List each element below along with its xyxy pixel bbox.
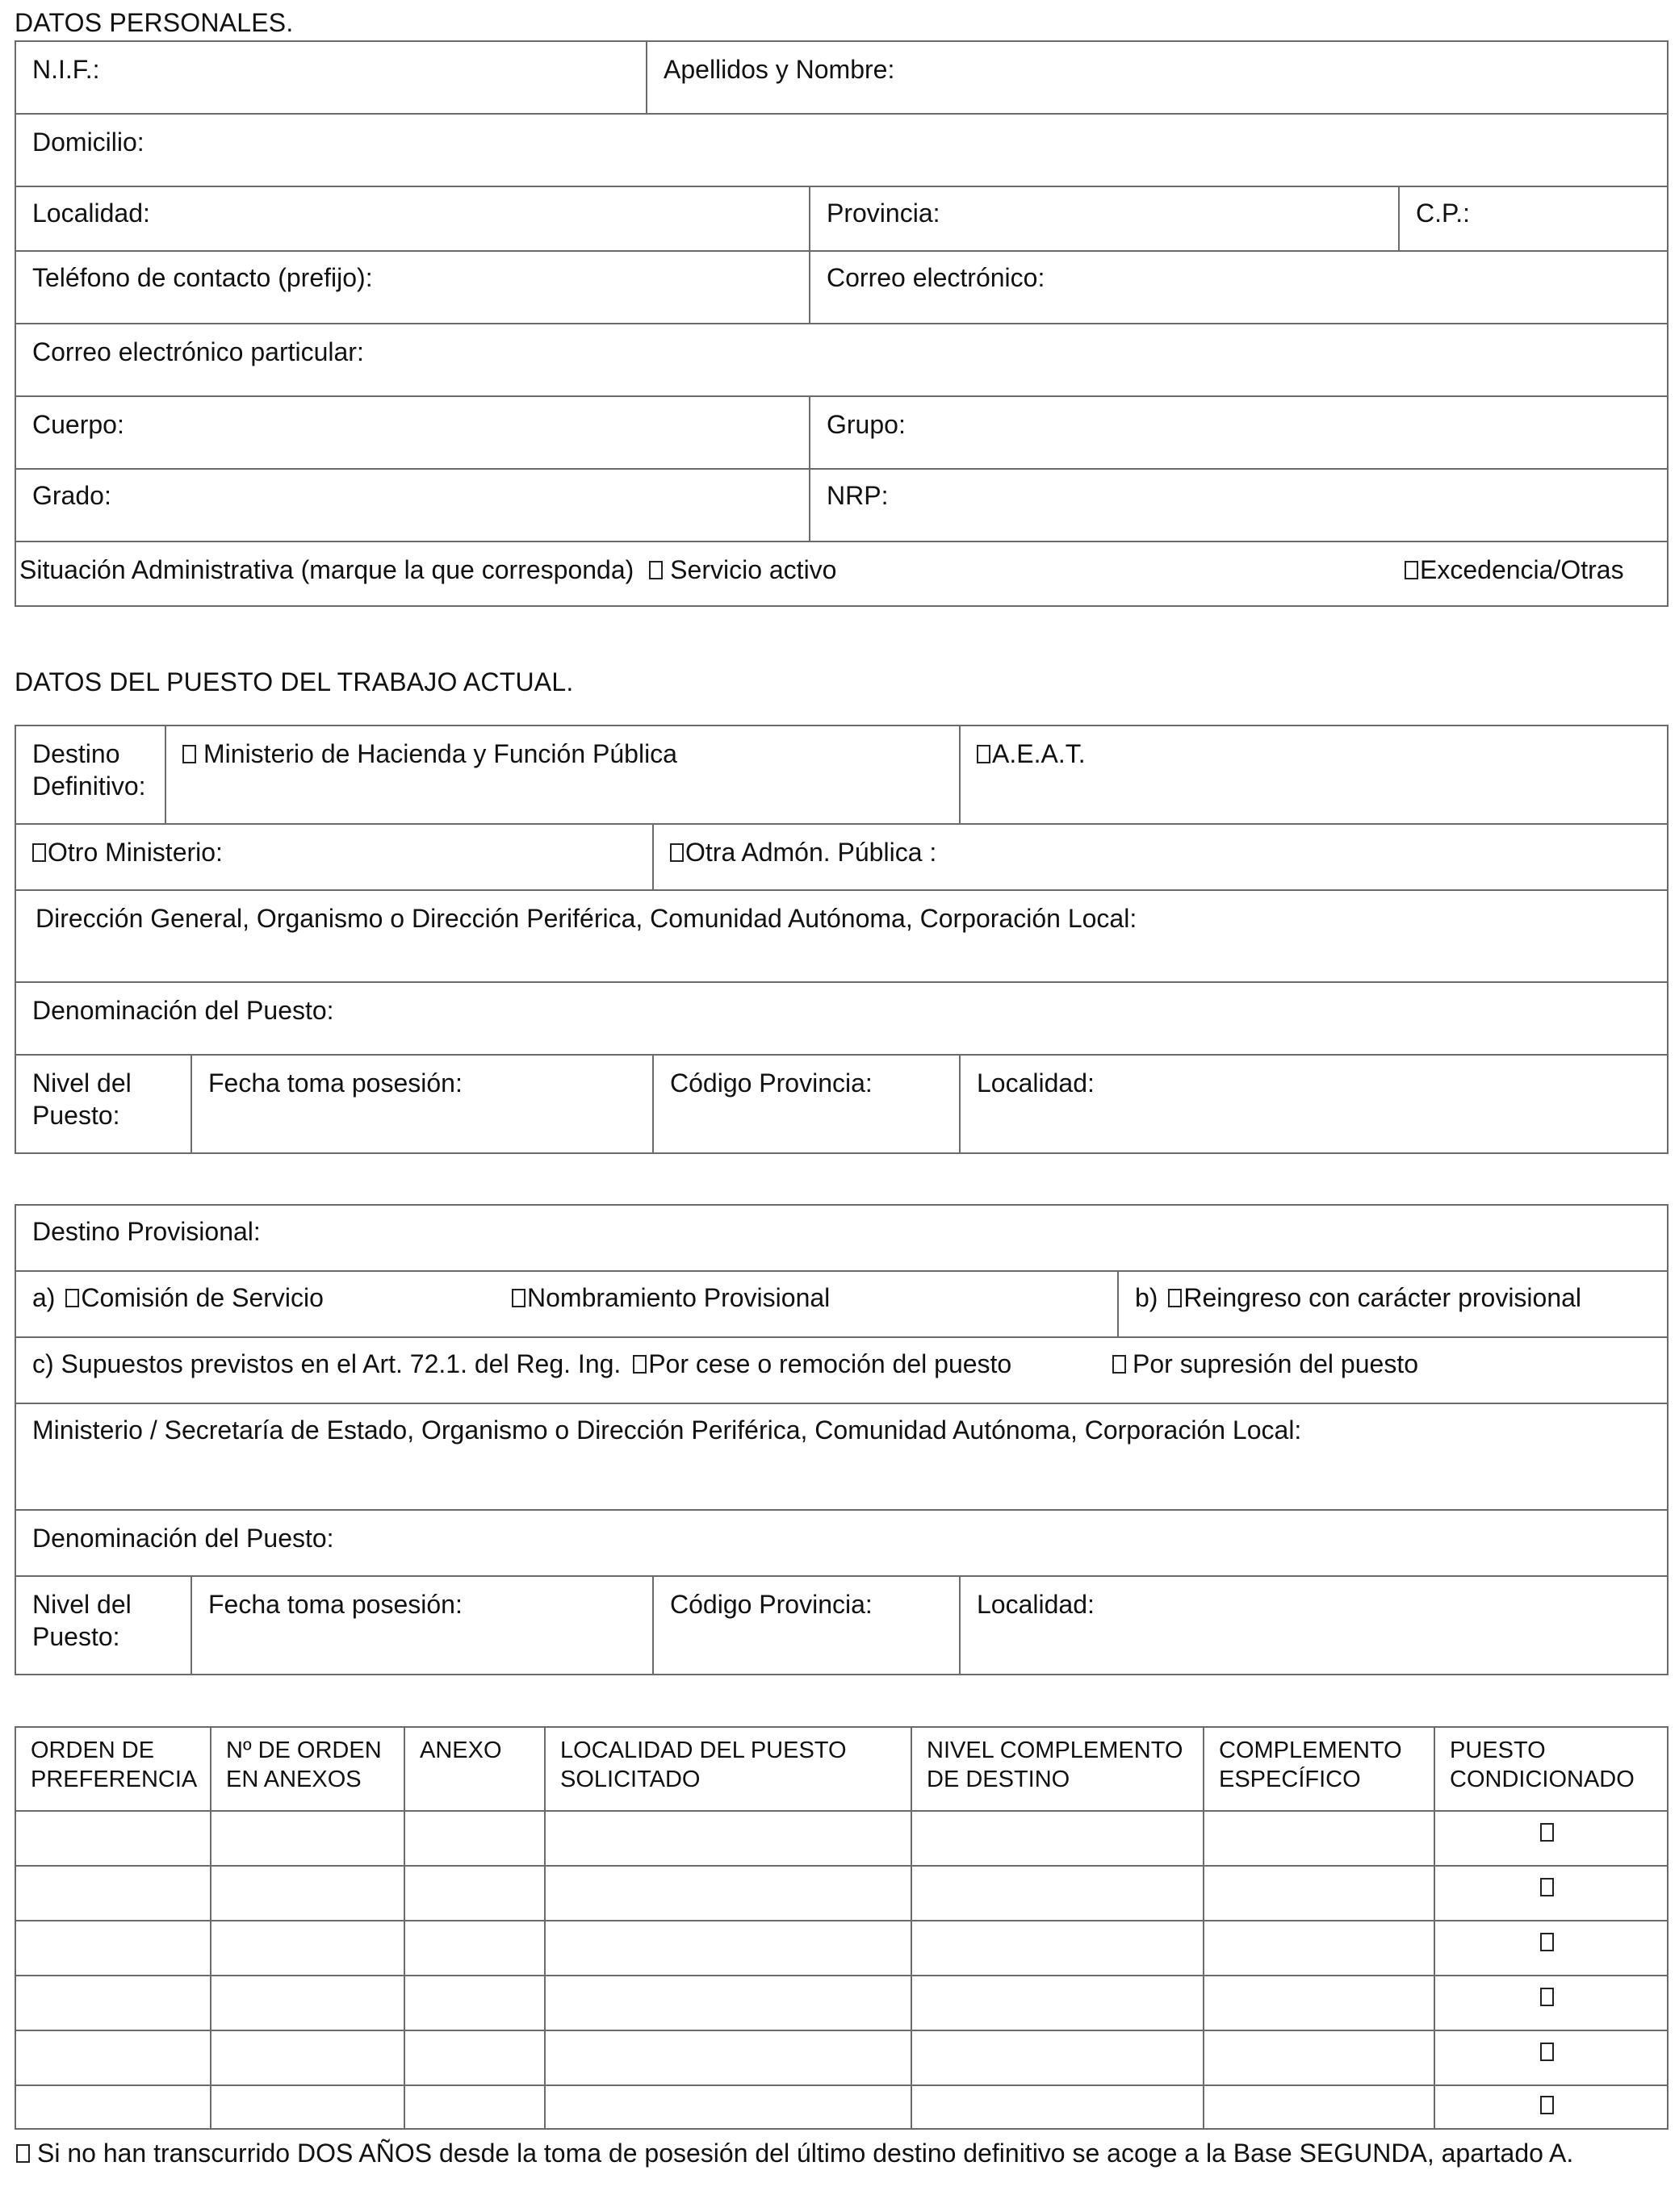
ministerio-hacienda-checkbox[interactable] — [182, 745, 196, 763]
header-orden-preferencia: ORDEN DE PREFERENCIA — [31, 1737, 198, 1792]
ministerio-hacienda-label: Ministerio de Hacienda y Función Pública — [203, 739, 677, 768]
header-anexo: ANEXO — [420, 1737, 502, 1763]
servicio-activo-label: Servicio activo — [670, 555, 837, 584]
otra-admon-option — [654, 825, 1667, 889]
datos-personales-title: DATOS PERSONALES. — [15, 8, 294, 37]
denominacion-puesto-field[interactable]: Denominación del Puesto: — [32, 996, 334, 1025]
table-row — [16, 1921, 1667, 1975]
puesto-condicionado-checkbox[interactable] — [1540, 1823, 1554, 1842]
nombramiento-provisional-label: Nombramiento Provisional — [527, 1283, 831, 1312]
otra-admon-checkbox[interactable] — [670, 843, 684, 862]
puesto-condicionado-checkbox[interactable] — [1540, 2043, 1554, 2061]
grado-field[interactable]: Grado: — [32, 481, 111, 510]
correo-particular-field[interactable]: Correo electrónico particular: — [32, 337, 364, 366]
localidad-field[interactable]: Localidad: — [32, 199, 150, 228]
base-segunda-option — [16, 2137, 1573, 2169]
header-localidad-puesto: LOCALIDAD DEL PUESTO SOLICITADO — [560, 1737, 847, 1792]
por-supresion-label: Por supresión del puesto — [1133, 1349, 1418, 1378]
por-supresion-option — [1096, 1338, 1667, 1403]
datos-personales-table — [15, 40, 1669, 607]
aeat-checkbox[interactable] — [977, 745, 990, 763]
puesto-condicionado-checkbox[interactable] — [1540, 1933, 1554, 1951]
excedencia-option — [1405, 542, 1667, 607]
reingreso-option — [1119, 1272, 1667, 1336]
nombramiento-provisional-checkbox[interactable] — [512, 1289, 525, 1307]
destino-provisional-title: Destino Provisional: — [32, 1217, 261, 1246]
nrp-field[interactable]: NRP: — [827, 481, 889, 510]
table-row — [16, 1976, 1667, 2030]
fecha-posesion-field[interactable]: Fecha toma posesión: — [208, 1068, 463, 1098]
otro-ministerio-option — [16, 825, 652, 889]
otro-ministerio-checkbox[interactable] — [32, 843, 46, 862]
supuestos-row — [16, 1338, 1082, 1403]
por-cese-checkbox[interactable] — [633, 1355, 647, 1374]
base-segunda-label: Si no han transcurrido DOS AÑOS desde la toma de posesión del último destino definitivo se acoge a la Base SEGUNDA, apartado A. — [37, 2139, 1574, 2168]
domicilio-field[interactable]: Domicilio: — [32, 128, 144, 157]
puesto-actual-title: DATOS DEL PUESTO DEL TRABAJO ACTUAL. — [15, 667, 574, 696]
situacion-label: Situación Administrativa (marque la que corresponda) — [19, 555, 634, 584]
reingreso-checkbox[interactable] — [1168, 1289, 1182, 1307]
localidad-provisional-field[interactable]: Localidad: — [977, 1590, 1095, 1619]
nivel-provisional-field[interactable]: Nivel del Puesto: — [32, 1590, 132, 1651]
codigo-provincia-provisional-field[interactable]: Código Provincia: — [670, 1590, 873, 1619]
puesto-condicionado-checkbox[interactable] — [1540, 2096, 1554, 2114]
b-prefix: b) — [1135, 1283, 1158, 1312]
provincia-field[interactable]: Provincia: — [827, 199, 940, 228]
apellidos-nombre-field[interactable]: Apellidos y Nombre: — [664, 55, 895, 84]
header-complemento-especifico: COMPLEMENTO ESPECÍFICO — [1219, 1737, 1402, 1792]
supuestos-label: c) Supuestos previstos en el Art. 72.1. del Reg. Ing. — [32, 1349, 622, 1378]
comision-servicio-checkbox[interactable] — [65, 1289, 79, 1307]
table-row — [16, 1867, 1667, 1920]
base-segunda-checkbox[interactable] — [16, 2144, 30, 2163]
denominacion-provisional-field[interactable]: Denominación del Puesto: — [32, 1524, 334, 1553]
table-row — [16, 2086, 1667, 2130]
excedencia-label: Excedencia/Otras — [1420, 555, 1624, 584]
header-numero-orden: Nº DE ORDEN EN ANEXOS — [226, 1737, 382, 1792]
direccion-general-field[interactable]: Dirección General, Organismo o Dirección Periférica, Comunidad Autónoma, Corporación Local: — [36, 904, 1137, 933]
solicitud-table — [15, 1726, 1669, 2130]
cuerpo-field[interactable]: Cuerpo: — [32, 410, 124, 439]
cp-field[interactable]: C.P.: — [1416, 199, 1470, 228]
nombramiento-provisional-option — [496, 1272, 1117, 1336]
header-nivel-complemento: NIVEL COMPLEMENTO DE DESTINO — [927, 1737, 1183, 1792]
por-supresion-checkbox[interactable] — [1112, 1355, 1126, 1374]
nif-field[interactable]: N.I.F.: — [32, 55, 100, 84]
telefono-field[interactable]: Teléfono de contacto (prefijo): — [32, 263, 373, 292]
por-cese-label: Por cese o remoción del puesto — [648, 1349, 1012, 1378]
servicio-activo-checkbox[interactable] — [649, 561, 663, 579]
excedencia-checkbox[interactable] — [1405, 561, 1418, 579]
table-row — [16, 1812, 1667, 1865]
aeat-option — [961, 726, 1667, 823]
correo-field[interactable]: Correo electrónico: — [827, 263, 1045, 292]
table-row — [16, 2031, 1667, 2084]
header-puesto-condicionado: PUESTO CONDICIONADO — [1450, 1737, 1635, 1792]
a-prefix: a) — [32, 1283, 56, 1312]
ministerio-secretaria-field[interactable]: Ministerio / Secretaría de Estado, Organismo o Dirección Periférica, Comunidad Autónoma, Corporación Local: — [32, 1415, 1302, 1445]
comision-servicio-label: Comisión de Servicio — [81, 1283, 324, 1312]
reingreso-label: Reingreso con carácter provisional — [1183, 1283, 1582, 1312]
destino-provisional-table — [15, 1204, 1669, 1675]
nivel-puesto-field[interactable]: Nivel del Puesto: — [32, 1068, 132, 1130]
destino-definitivo-label: Destino Definitivo: — [32, 739, 146, 801]
grupo-field[interactable]: Grupo: — [827, 410, 906, 439]
otra-admon-label: Otra Admón. Pública : — [685, 838, 937, 867]
ministerio-hacienda-option — [166, 726, 959, 823]
comision-servicio-option — [16, 1272, 468, 1336]
localidad-actual-field[interactable]: Localidad: — [977, 1068, 1095, 1098]
puesto-condicionado-checkbox[interactable] — [1540, 1988, 1554, 2006]
aeat-label: A.E.A.T. — [992, 739, 1086, 768]
otro-ministerio-label: Otro Ministerio: — [48, 838, 223, 867]
fecha-posesion-provisional-field[interactable]: Fecha toma posesión: — [208, 1590, 463, 1619]
puesto-condicionado-checkbox[interactable] — [1540, 1878, 1554, 1896]
puesto-actual-table — [15, 725, 1669, 1154]
codigo-provincia-field[interactable]: Código Provincia: — [670, 1068, 873, 1098]
